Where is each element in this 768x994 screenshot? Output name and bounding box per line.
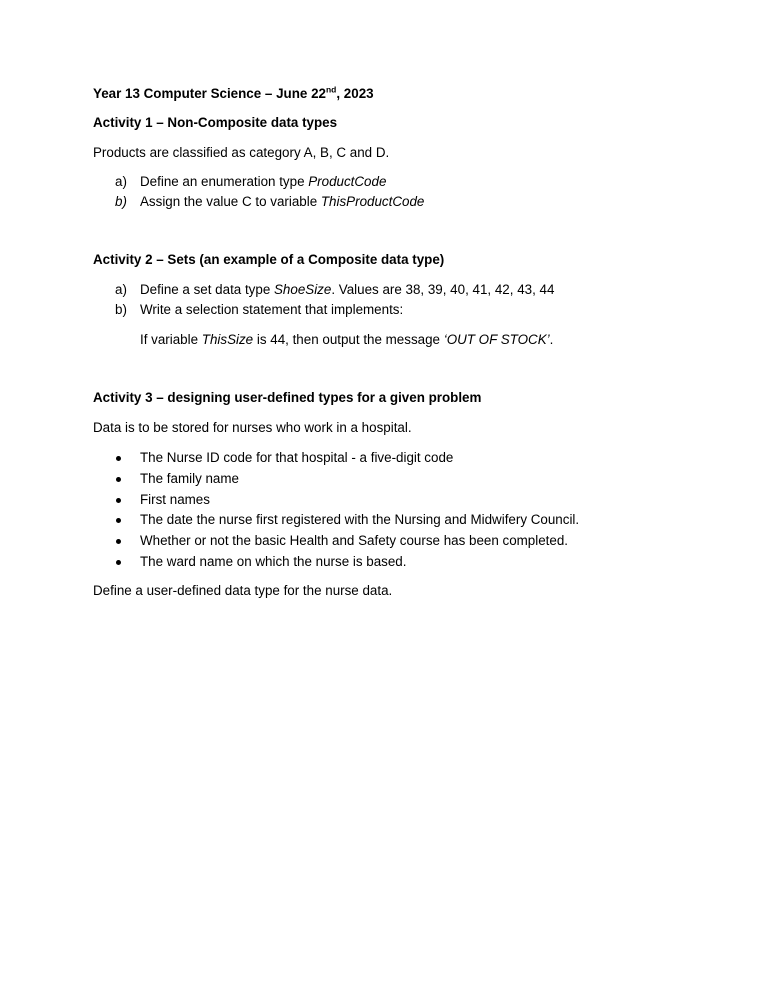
activity2-detail-pre: If variable xyxy=(140,332,202,347)
activity2-detail-message: ‘OUT OF STOCK’ xyxy=(443,332,550,347)
bullet-icon xyxy=(116,498,121,503)
activity2-item-b: Write a selection statement that implements: xyxy=(140,302,404,317)
bullet-icon xyxy=(116,456,121,461)
activity2-detail xyxy=(140,332,553,348)
activity2-detail-end: . xyxy=(549,332,554,347)
activity3-heading: Activity 3 – designing user-defined types for a given problem xyxy=(93,390,482,405)
list-item: The date the nurse first registered with the Nursing and Midwifery Council. xyxy=(140,512,580,528)
title-date-suffix: , 2023 xyxy=(336,86,374,101)
activity1-item-b-variable-name: ThisProductCode xyxy=(320,194,425,209)
activity2-item-a-type-name: ShoeSize xyxy=(274,282,332,297)
bullet-icon xyxy=(116,539,121,544)
activity2-item-b-marker: b) xyxy=(115,302,127,317)
activity1-item-a-marker: a) xyxy=(115,174,127,189)
activity1-item-a xyxy=(140,174,386,190)
page-title xyxy=(93,86,374,102)
activity2-detail-variable: ThisSize xyxy=(201,332,254,347)
bullet-icon xyxy=(116,518,121,523)
activity3-intro: Data is to be stored for nurses who work in a hospital. xyxy=(93,420,412,435)
activity2-heading: Activity 2 – Sets (an example of a Composite data type) xyxy=(93,252,445,267)
activity1-item-b-marker: b) xyxy=(115,194,127,209)
activity1-item-b xyxy=(140,194,424,210)
list-item: Whether or not the basic Health and Safety course has been completed. xyxy=(140,533,569,549)
activity2-item-a-text: Define a set data type xyxy=(140,282,274,297)
bullet-icon xyxy=(116,560,121,565)
list-item: The Nurse ID code for that hospital - a five-digit code xyxy=(140,450,454,465)
activity3-task: Define a user-defined data type for the nurse data. xyxy=(93,583,393,598)
list-item: First names xyxy=(140,491,210,507)
activity1-heading: Activity 1 – Non-Composite data types xyxy=(93,115,338,130)
title-superscript: nd xyxy=(325,84,337,95)
activity1-item-b-text: Assign the value C to variable xyxy=(140,194,321,209)
activity2-item-a-values: . Values are 38, 39, 40, 41, 42, 43, 44 xyxy=(331,282,555,297)
bullet-icon xyxy=(116,477,121,482)
activity2-detail-mid: is 44, then output the message xyxy=(253,332,444,347)
list-item: The family name xyxy=(140,470,239,486)
activity2-item-a-marker: a) xyxy=(115,282,127,297)
activity1-item-a-type-name: ProductCode xyxy=(308,174,387,189)
activity1-intro: Products are classified as category A, B, C and D. xyxy=(93,145,390,160)
list-item: The ward name on which the nurse is based. xyxy=(140,554,407,569)
title-text: Year 13 Computer Science – June 22 xyxy=(93,86,326,101)
activity2-item-a xyxy=(140,282,554,298)
activity1-item-a-text: Define an enumeration type xyxy=(140,174,309,189)
